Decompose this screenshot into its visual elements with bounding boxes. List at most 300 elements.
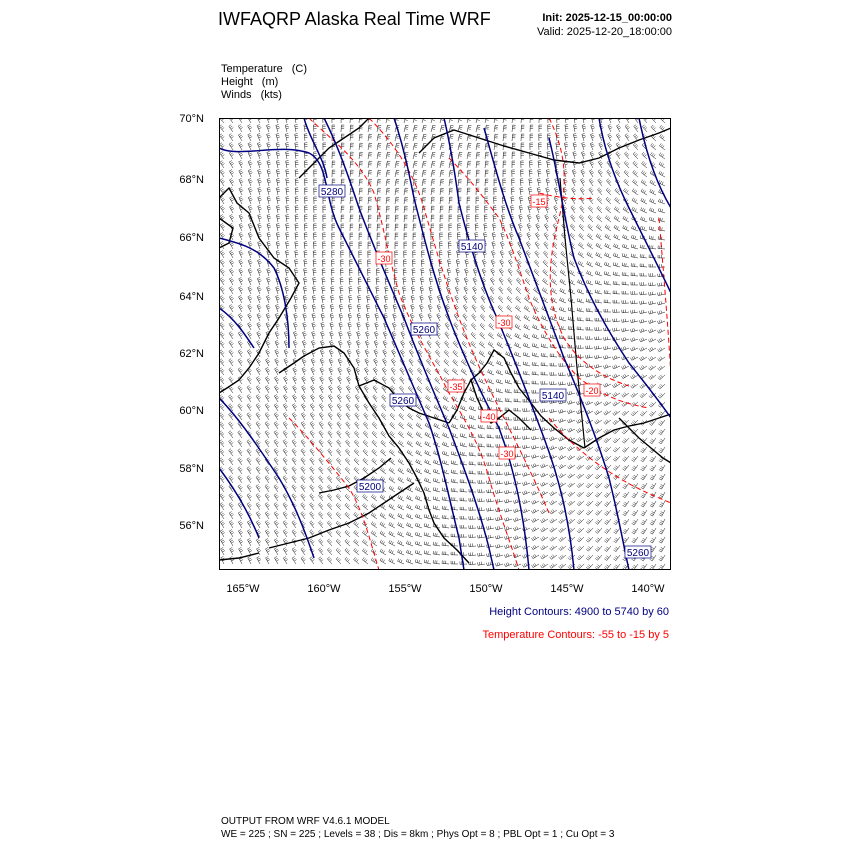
wind-barb	[332, 161, 335, 168]
wind-barb	[393, 304, 397, 312]
wind-barb	[568, 455, 576, 460]
wind-barb	[322, 251, 325, 258]
wind-barb	[340, 287, 344, 294]
wind-barb	[371, 494, 377, 501]
wind-barb	[403, 269, 406, 276]
wind-barb	[304, 242, 308, 249]
wind-barb	[310, 485, 315, 492]
wind-barb	[451, 451, 458, 456]
wind-barb	[409, 350, 413, 358]
wind-barb	[622, 456, 629, 461]
wind-barb	[258, 196, 262, 204]
wind-barb	[359, 197, 363, 204]
wind-barb	[265, 521, 270, 529]
wind-barb	[303, 296, 307, 304]
wind-barb	[511, 206, 515, 214]
wind-barb	[641, 528, 647, 534]
wind-barb	[650, 537, 656, 543]
wind-barb	[586, 537, 593, 542]
svg-text:-30: -30	[377, 254, 391, 264]
wind-barb	[336, 512, 341, 519]
wind-barb	[439, 251, 443, 258]
wind-barb	[386, 224, 389, 231]
wind-barb	[595, 337, 602, 340]
wind-barb	[531, 454, 539, 458]
wind-barb	[552, 269, 558, 276]
wind-barb	[532, 554, 540, 558]
wind-barb	[319, 431, 324, 438]
wind-barb	[435, 386, 441, 393]
wind-barb	[265, 431, 270, 439]
wind-barb	[363, 494, 368, 501]
wind-barb	[528, 214, 532, 222]
wind-barb	[456, 260, 460, 268]
wind-barb	[631, 319, 639, 323]
wind-barb	[413, 215, 417, 222]
wind-barb	[657, 301, 665, 305]
wind-barb	[220, 503, 225, 510]
wind-barb	[386, 206, 390, 213]
wind-barb	[616, 134, 620, 142]
weather-map	[219, 118, 671, 570]
wind-barb	[650, 465, 656, 471]
wind-barb	[586, 519, 593, 524]
wind-barb	[238, 359, 243, 367]
wind-barb	[301, 440, 306, 448]
wind-barb	[404, 251, 407, 258]
wind-barb	[248, 187, 252, 195]
wind-barb	[541, 554, 549, 559]
wind-barb	[659, 438, 665, 444]
wind-barb	[239, 286, 243, 294]
svg-text:5260: 5260	[412, 325, 436, 336]
wind-barb	[504, 553, 512, 557]
wind-barb	[531, 536, 539, 541]
wind-barb	[585, 401, 593, 405]
wind-barb	[220, 521, 225, 529]
wind-barb	[470, 360, 476, 366]
lat-label: 62°N	[179, 348, 204, 360]
wind-barb	[239, 259, 243, 267]
wind-barb	[338, 358, 342, 366]
wind-barb	[487, 517, 494, 521]
wind-barb	[314, 215, 317, 222]
wind-barb	[586, 364, 594, 368]
wind-barb	[488, 379, 495, 384]
wind-barb	[238, 395, 243, 402]
wind-barb	[497, 361, 503, 367]
wind-barb	[633, 170, 638, 177]
temperature-label	[499, 447, 515, 459]
wind-barb	[515, 315, 521, 321]
wind-barb	[381, 404, 386, 411]
wind-barb	[220, 476, 225, 483]
wind-barb	[559, 464, 567, 468]
wind-barb	[431, 197, 435, 204]
wind-barb	[624, 170, 629, 177]
wind-barb	[437, 313, 441, 321]
wind-barb	[492, 233, 496, 241]
wind-barb	[389, 513, 395, 519]
wind-barb	[230, 259, 234, 267]
wind-barb	[238, 530, 242, 538]
wind-barb	[458, 143, 462, 150]
wind-barb	[595, 429, 602, 434]
wind-barb	[421, 260, 424, 267]
wind-barb	[604, 510, 611, 516]
wind-barb	[640, 254, 647, 258]
wind-barb	[247, 458, 252, 465]
wind-barb	[323, 197, 326, 204]
wind-barb	[346, 431, 351, 438]
wind-barb	[470, 397, 477, 402]
wind-barb	[239, 160, 243, 168]
wind-barb	[476, 161, 480, 168]
wind-barb	[266, 556, 270, 564]
wind-barb	[433, 542, 440, 546]
wind-barb	[604, 281, 611, 285]
wind-barb	[355, 404, 360, 411]
wind-barb	[464, 286, 468, 294]
wind-barb	[286, 152, 290, 160]
wind-barb	[480, 332, 485, 339]
wind-barb	[539, 125, 542, 132]
wind-barb	[381, 413, 386, 420]
wind-barb	[413, 125, 418, 132]
wind-barb	[543, 251, 548, 258]
wind-barb	[595, 420, 603, 425]
lat-label: 58°N	[179, 463, 204, 475]
wind-barb	[614, 207, 620, 214]
wind-barb	[512, 134, 516, 141]
wind-barb	[346, 440, 351, 447]
wind-barb	[310, 458, 315, 465]
wind-barb	[544, 242, 549, 249]
wind-barb	[641, 170, 647, 177]
wind-barb	[301, 494, 306, 501]
wind-barb	[578, 242, 584, 249]
wind-barb	[403, 260, 406, 267]
wind-barb	[399, 386, 404, 393]
wind-barb	[604, 262, 611, 267]
wind-barb	[469, 552, 476, 555]
wind-barb	[621, 337, 629, 341]
wind-barb	[424, 551, 431, 556]
svg-text:-35: -35	[449, 382, 463, 392]
wind-barb	[275, 367, 279, 375]
wind-barb	[238, 368, 243, 375]
wind-barb	[604, 501, 611, 507]
wind-barb	[267, 232, 271, 240]
wind-barb	[276, 170, 280, 178]
wind-barb	[514, 408, 521, 411]
wind-barb	[485, 179, 488, 186]
wind-barb	[521, 125, 525, 132]
wind-barb	[516, 278, 521, 285]
wind-barb	[640, 365, 648, 370]
wind-barb	[350, 143, 354, 150]
wind-barb	[443, 396, 449, 402]
wind-barb	[613, 392, 621, 396]
wind-barb	[293, 367, 297, 375]
wind-barb	[496, 388, 503, 393]
wind-barb	[407, 441, 413, 447]
wind-barb	[354, 440, 359, 447]
wind-barb	[467, 125, 472, 132]
wind-barb	[612, 383, 620, 388]
wind-barb	[476, 170, 480, 177]
wind-barb	[576, 410, 584, 414]
wind-barb	[605, 253, 612, 258]
wind-barb	[632, 492, 638, 498]
wind-barb	[229, 503, 234, 511]
wind-barb	[248, 259, 252, 267]
wind-barb	[359, 233, 362, 240]
wind-barb	[386, 197, 390, 204]
wind-barb	[285, 277, 289, 285]
wind-barb	[341, 125, 344, 132]
wind-barb	[265, 377, 269, 385]
wind-barb	[570, 224, 575, 231]
wind-barb	[496, 481, 503, 485]
wind-barb	[615, 197, 620, 204]
wind-barb	[304, 233, 307, 240]
wind-barb	[238, 341, 242, 349]
wind-barb	[301, 476, 306, 483]
wind-barb	[425, 450, 431, 456]
wind-barb	[577, 546, 584, 551]
wind-barb	[312, 322, 316, 330]
wind-barb	[650, 438, 657, 444]
wind-barb	[505, 490, 513, 494]
wind-barb	[274, 449, 279, 457]
wind-barb	[229, 440, 234, 447]
lat-label: 64°N	[179, 291, 204, 303]
wind-barb	[229, 332, 234, 340]
wind-barb	[519, 206, 523, 214]
wind-barb	[328, 440, 333, 447]
wind-barb	[276, 295, 280, 303]
wind-barb	[341, 170, 345, 177]
wind-barb	[594, 401, 602, 405]
wind-barb	[612, 365, 620, 369]
wind-barb	[350, 206, 353, 213]
wind-barb	[574, 125, 578, 133]
wind-barb	[285, 125, 289, 133]
wind-barb	[550, 409, 558, 413]
wind-barb	[359, 224, 362, 231]
wind-barb	[274, 404, 278, 412]
wind-barb	[520, 188, 524, 195]
wind-barb	[568, 446, 576, 451]
wind-barb	[374, 340, 378, 348]
wind-barb	[650, 501, 656, 507]
wind-barb	[565, 134, 569, 141]
wind-barb	[532, 353, 539, 357]
wind-barb	[399, 413, 404, 420]
wind-barb	[494, 125, 498, 132]
wind-barb	[357, 313, 361, 321]
wind-barb	[446, 295, 450, 303]
wind-barb	[659, 546, 665, 552]
wind-barb	[632, 474, 638, 480]
wind-barb	[265, 476, 270, 484]
wind-barb	[564, 152, 568, 160]
wind-barb	[514, 426, 521, 429]
wind-barb	[640, 264, 647, 268]
wind-barb	[295, 233, 299, 240]
wind-barb	[392, 349, 396, 357]
wind-barb	[493, 206, 497, 213]
wind-barb	[373, 386, 378, 393]
wind-barb	[413, 152, 418, 159]
wind-barb	[649, 411, 656, 416]
wind-barb	[319, 440, 324, 447]
wind-barb	[257, 295, 261, 303]
wind-barb	[632, 207, 638, 213]
wind-barb	[540, 464, 548, 468]
wind-barb	[532, 390, 539, 393]
wind-barb	[418, 341, 423, 349]
wind-barb	[394, 269, 397, 276]
wind-barb	[265, 503, 270, 511]
wind-barb	[442, 460, 449, 465]
wind-barb	[451, 497, 458, 501]
wind-barb	[267, 277, 271, 285]
wind-barb	[485, 188, 488, 195]
wind-barb	[541, 409, 548, 413]
wind-barb	[337, 395, 342, 403]
wind-barb	[485, 125, 489, 132]
wind-barb	[463, 314, 468, 321]
wind-barb	[616, 152, 621, 159]
wind-barb	[622, 319, 629, 323]
wind-barb	[319, 422, 324, 430]
wind-barb	[445, 341, 450, 348]
wind-barb	[322, 278, 326, 285]
wind-barb	[426, 359, 431, 366]
wind-barb	[248, 151, 252, 159]
wind-barb	[546, 178, 550, 186]
wind-barb	[312, 331, 316, 339]
wind-barb	[319, 485, 324, 492]
wind-barb	[513, 527, 521, 531]
wind-barb	[258, 187, 262, 195]
wind-barb	[395, 152, 399, 159]
wind-barb	[292, 413, 296, 421]
wind-barb	[229, 278, 233, 286]
wind-barb	[230, 547, 234, 555]
wind-barb	[389, 549, 395, 555]
wind-barb	[304, 206, 307, 213]
wind-barb	[631, 438, 638, 443]
wind-barb	[341, 143, 344, 150]
wind-barb	[319, 413, 324, 421]
wind-barb	[608, 124, 612, 132]
wind-barb	[650, 528, 656, 534]
wind-barb	[550, 363, 557, 366]
wind-barb	[284, 331, 288, 339]
wind-barb	[345, 458, 350, 465]
wind-barb	[452, 368, 458, 375]
wind-barb	[230, 205, 234, 213]
wind-barb	[384, 296, 388, 304]
wind-barb	[302, 376, 306, 384]
wind-barb	[345, 539, 350, 546]
wind-barb	[624, 188, 630, 195]
wind-barb	[258, 169, 262, 177]
wind-barb	[276, 133, 280, 141]
wind-barb	[239, 178, 243, 186]
wind-barb	[382, 368, 387, 376]
wind-barb	[487, 435, 494, 439]
wind-barb	[265, 404, 270, 412]
wind-barb	[283, 413, 288, 421]
wind-barb	[292, 521, 297, 528]
wind-barb	[313, 134, 316, 141]
wind-barb	[467, 170, 471, 177]
wind-barb	[511, 188, 514, 195]
wind-barb	[431, 152, 436, 159]
wind-barb	[303, 322, 307, 330]
wind-barb	[511, 179, 514, 186]
wind-barb	[613, 319, 620, 322]
wind-barb	[265, 440, 270, 448]
wind-barb	[431, 242, 434, 249]
wind-barb	[550, 546, 557, 551]
wind-barb	[622, 438, 629, 443]
wind-barb	[443, 433, 450, 438]
wind-barb	[303, 313, 307, 321]
wind-barb	[438, 277, 442, 285]
wind-barb	[398, 559, 404, 565]
wind-barb	[632, 189, 638, 195]
wind-barb	[632, 564, 639, 570]
wind-barb	[380, 495, 386, 501]
wind-barb	[301, 548, 306, 555]
wind-barb	[494, 134, 498, 141]
wind-barb	[567, 419, 575, 423]
wind-barb	[395, 179, 399, 186]
wind-barb	[604, 300, 611, 303]
contour-labels	[319, 185, 651, 559]
wind-barb	[605, 243, 611, 249]
wind-barb	[257, 142, 261, 150]
wind-barb	[229, 521, 234, 529]
wind-barb	[276, 188, 280, 196]
wind-barb	[582, 142, 586, 150]
wind-barb	[355, 395, 360, 403]
wind-barb	[580, 188, 585, 196]
wind-barb	[613, 555, 620, 561]
wind-barb	[502, 206, 506, 213]
wind-barb	[386, 215, 390, 222]
wind-barb	[595, 501, 602, 506]
wind-barb	[510, 232, 514, 240]
wind-barb	[267, 223, 271, 231]
wind-barb	[265, 530, 269, 538]
wind-barb	[310, 521, 315, 528]
wind-barb	[346, 395, 351, 403]
wind-barb	[558, 409, 566, 413]
wind-barb	[488, 342, 494, 348]
wind-barb	[431, 188, 435, 195]
wind-barb	[496, 370, 503, 375]
wind-barb	[550, 555, 557, 560]
wind-barb	[295, 251, 299, 258]
wind-barb	[368, 215, 372, 222]
wind-barb	[336, 494, 341, 501]
